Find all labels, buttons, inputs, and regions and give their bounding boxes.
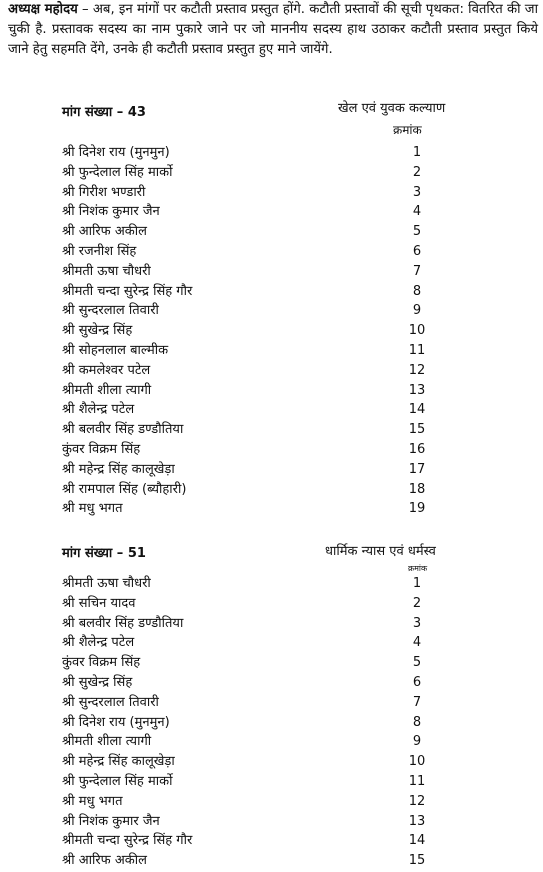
list-item	[62, 242, 482, 262]
list-item	[62, 499, 482, 519]
member-name: श्री सुखेन्द्र सिंह	[62, 323, 133, 339]
list-item	[62, 460, 482, 480]
list-item	[62, 792, 482, 812]
list-item	[62, 480, 482, 500]
list-item	[62, 812, 482, 832]
serial-number: 11	[408, 773, 426, 789]
section-department: धार्मिक न्यास एवं धर्मस्व	[325, 544, 436, 559]
list-item	[62, 594, 482, 614]
member-name: कुंवर विक्रम सिंह	[62, 441, 141, 457]
member-name: श्री रजनीश सिंह	[62, 243, 137, 259]
member-name: श्री मधु भगत	[62, 793, 123, 809]
serial-number: 6	[412, 674, 422, 690]
list-item	[62, 301, 482, 321]
list-item	[62, 222, 482, 242]
speaker-label: अध्यक्ष महोदय	[8, 2, 78, 17]
member-name: श्री आरिफ अकील	[62, 853, 147, 869]
serial-number: 2	[412, 595, 422, 611]
member-name: श्री महेन्द्र सिंह कालूखेड़ा	[62, 754, 175, 770]
list-item	[62, 282, 482, 302]
section-department: खेल एवं युवक कल्याण	[338, 101, 446, 116]
serial-number: 15	[408, 853, 426, 869]
serial-number: 1	[412, 145, 422, 160]
member-name: श्री दिनेश राय (मुनमुन)	[62, 714, 170, 730]
list-item	[62, 732, 482, 752]
serial-number: 3	[412, 184, 422, 200]
list-item	[62, 693, 482, 713]
serial-number: 17	[408, 461, 426, 477]
serial-number: 11	[408, 342, 426, 358]
list-item	[62, 381, 482, 401]
list-item	[62, 713, 482, 733]
serial-number: 5	[412, 655, 422, 671]
member-name: श्री बलवीर सिंह डण्डौतिया	[62, 422, 184, 438]
serial-number: 1	[412, 576, 422, 591]
list-item	[62, 752, 482, 772]
list-item	[62, 262, 482, 282]
serial-number: 2	[412, 164, 422, 180]
member-name: श्रीमती शीला त्यागी	[62, 382, 152, 398]
member-name: श्री दिनेश राय (मुनमुन)	[62, 145, 170, 160]
member-name: श्री सुन्दरलाल तिवारी	[62, 694, 159, 710]
list-item	[62, 163, 482, 183]
serial-number: 10	[408, 754, 426, 770]
serial-number: 13	[408, 382, 426, 398]
serial-number: 5	[412, 224, 422, 240]
member-name: श्रीमती शीला त्यागी	[62, 734, 152, 750]
serial-number: 3	[412, 615, 422, 631]
member-name: श्री गिरीश भण्डारी	[62, 184, 146, 200]
list-item	[62, 202, 482, 222]
member-name: श्री निशंक कुमार जैन	[62, 204, 160, 220]
member-name: श्री शैलेन्द्र पटेल	[62, 635, 135, 651]
member-name: श्री कमलेश्वर पटेल	[62, 362, 151, 378]
list-item	[62, 673, 482, 693]
member-name: श्री बलवीर सिंह डण्डौतिया	[62, 615, 184, 631]
member-name: श्रीमती ऊषा चौधरी	[62, 263, 151, 279]
list-item	[62, 772, 482, 792]
serial-number: 7	[412, 694, 422, 710]
list-item	[62, 420, 482, 440]
column-label: क्रमांक	[393, 123, 422, 137]
serial-number: 4	[412, 204, 422, 220]
member-name: श्री महेन्द्र सिंह कालूखेड़ा	[62, 461, 175, 477]
list-item	[62, 440, 482, 460]
serial-number: 18	[408, 481, 426, 497]
list-item	[62, 851, 482, 871]
list-item	[62, 321, 482, 341]
list-item	[62, 183, 482, 203]
list-item	[62, 614, 482, 634]
serial-number: 19	[408, 501, 426, 517]
intro-paragraph	[8, 0, 538, 60]
serial-number: 14	[408, 402, 426, 418]
list-item	[62, 143, 482, 163]
member-name: श्री रामपाल सिंह (ब्यौहारी)	[62, 481, 187, 497]
member-name: श्रीमती चन्दा सुरेन्द्र सिंह गौर	[62, 833, 193, 849]
member-name: श्री सुखेन्द्र सिंह	[62, 674, 133, 690]
serial-number: 13	[408, 813, 426, 829]
member-name: श्री सचिन यादव	[62, 595, 136, 611]
list-item	[62, 574, 482, 594]
list-item	[62, 831, 482, 851]
serial-number: 14	[408, 833, 426, 849]
list-item	[62, 341, 482, 361]
member-name: श्री सुन्दरलाल तिवारी	[62, 303, 159, 319]
member-list	[62, 574, 482, 871]
member-name: श्री फुन्देलाल सिंह मार्को	[62, 773, 173, 789]
list-item	[62, 653, 482, 673]
serial-number: 12	[408, 793, 426, 809]
section-title: मांग संख्या – 43	[62, 105, 146, 120]
member-name: श्रीमती ऊषा चौधरी	[62, 576, 151, 591]
member-name: श्री शैलेन्द्र पटेल	[62, 402, 135, 418]
member-list	[62, 143, 482, 519]
serial-number: 8	[412, 283, 422, 299]
serial-number: 12	[408, 362, 426, 378]
serial-number: 7	[412, 263, 422, 279]
list-item	[62, 400, 482, 420]
section-title: मांग संख्या – 51	[62, 546, 146, 561]
member-name: कुंवर विक्रम सिंह	[62, 655, 141, 671]
serial-number: 9	[412, 734, 422, 750]
intro-text: – अब, इन मांगों पर कटौती प्रस्ताव प्रस्तुत होंगे. कटौती प्रस्तावों की सूची पृथकत: वितरित की जा चुकी है. प्रस्तावक सदस्य का नाम पुकारे जाने पर जो माननीय सदस्य हाथ उठाकर कटौती प्रस्ताव प्रस्तुत किये जाने हेतु सहमति देंगे, उनके ही कटौती प्रस्ताव प्रस्तुत हुए माने जायेंगे.	[8, 2, 538, 57]
serial-number: 16	[408, 441, 426, 457]
member-name: श्री फुन्देलाल सिंह मार्को	[62, 164, 173, 180]
list-item	[62, 633, 482, 653]
serial-number: 15	[408, 422, 426, 438]
list-item	[62, 361, 482, 381]
serial-number: 6	[412, 243, 422, 259]
serial-number: 8	[412, 714, 422, 730]
column-label: क्रमांक	[408, 564, 428, 573]
serial-number: 4	[412, 635, 422, 651]
serial-number: 10	[408, 323, 426, 339]
member-name: श्री सोहनलाल बाल्मीक	[62, 342, 169, 358]
member-name: श्री मधु भगत	[62, 501, 123, 517]
member-name: श्री आरिफ अकील	[62, 224, 147, 240]
serial-number: 9	[412, 303, 422, 319]
member-name: श्रीमती चन्दा सुरेन्द्र सिंह गौर	[62, 283, 193, 299]
member-name: श्री निशंक कुमार जैन	[62, 813, 160, 829]
